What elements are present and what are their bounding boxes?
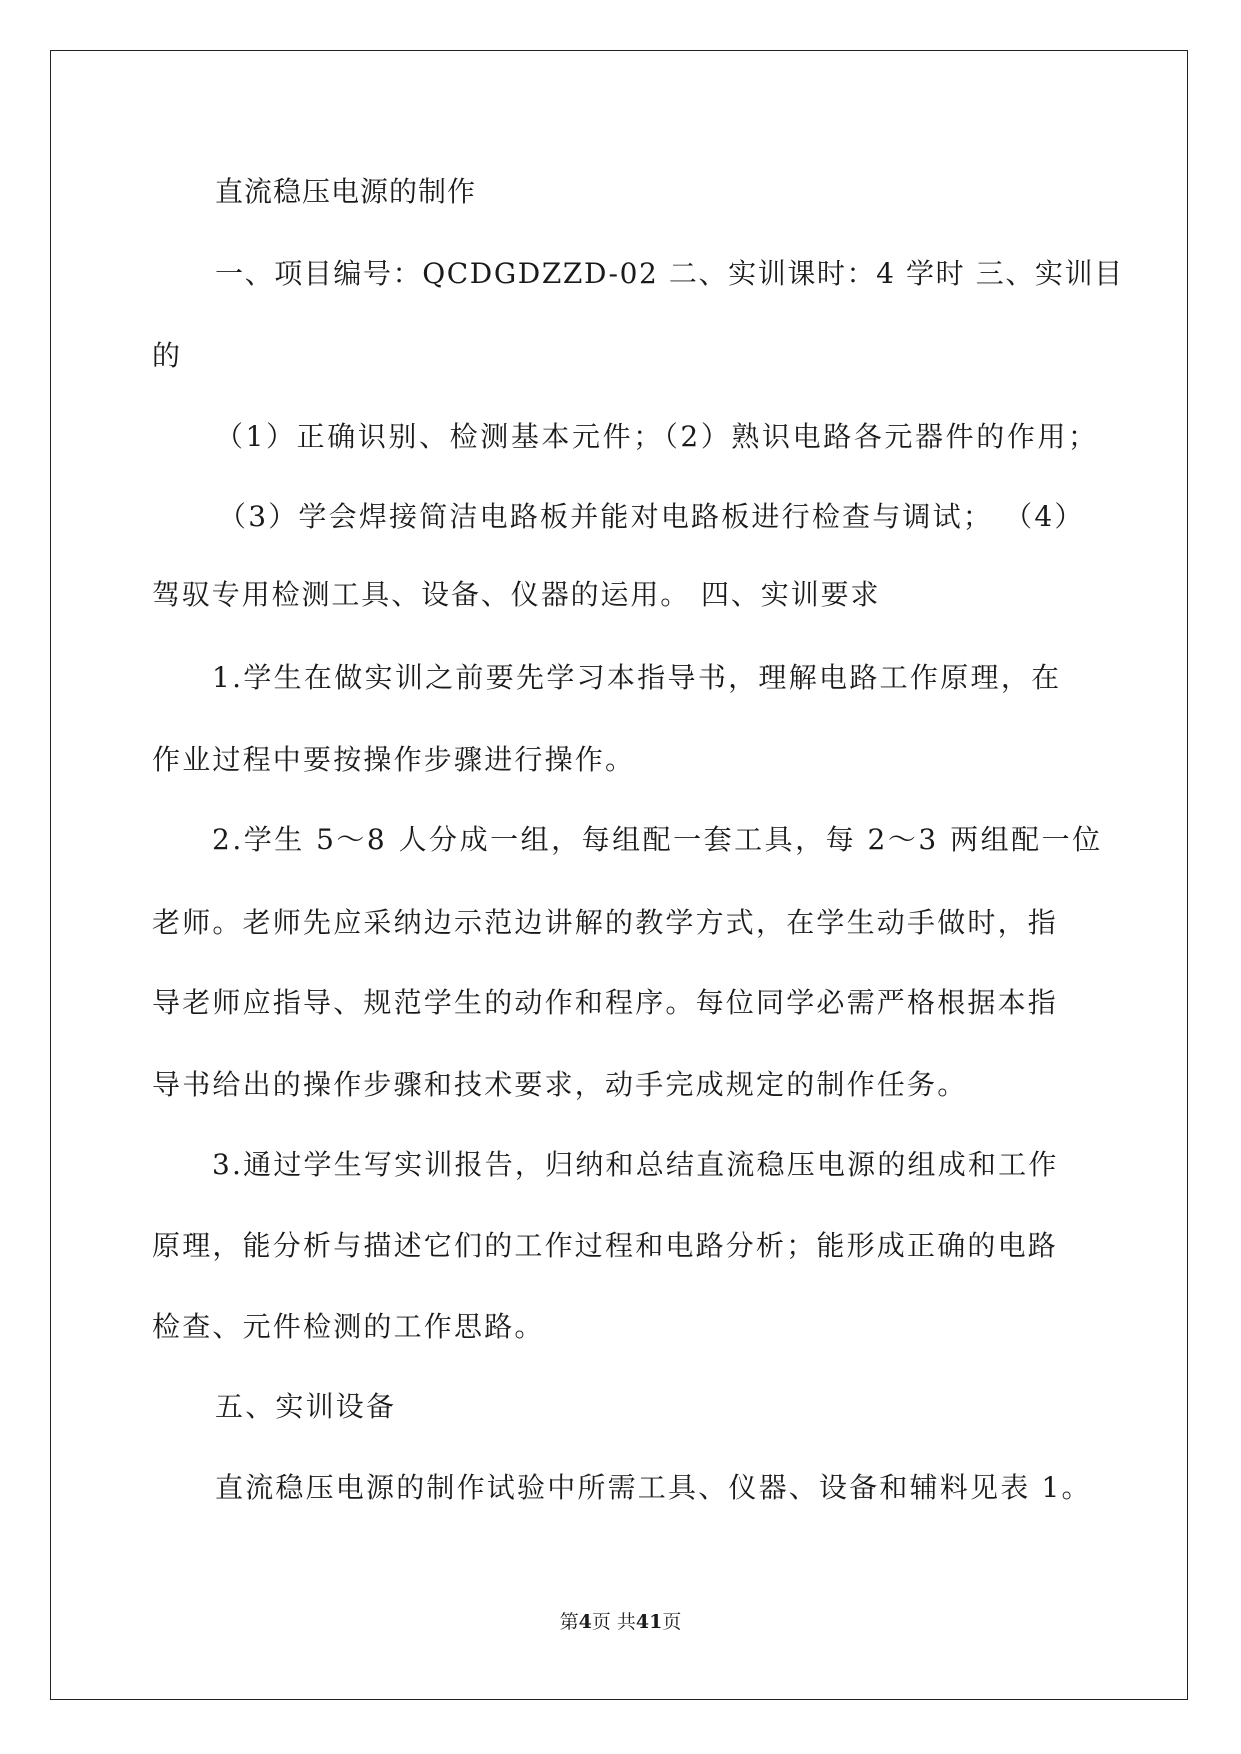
current-page-number: 4 [578,1611,592,1633]
paragraph-line: 3.通过学生写实训报告，归纳和总结直流稳压电源的组成和工作 [212,1148,1059,1181]
paragraph-line: 1.学生在做实训之前要先学习本指导书，理解电路工作原理，在 [212,661,1062,694]
paragraph-line: 导老师应指导、规范学生的动作和程序。每位同学必需严格根据本指 [152,986,1059,1019]
document-title: 直流稳压电源的制作 [215,175,477,208]
paragraph-line: 检查、元件检测的工作思路。 [152,1310,545,1343]
page-border [50,50,1188,1700]
paragraph-line: 一、项目编号：QCDGDZZD-02 二、实训课时：4 学时 三、实训目 [215,257,1124,290]
footer-suffix: 页 [662,1611,682,1633]
footer-prefix: 第 [559,1611,579,1633]
paragraph-line: 导书给出的操作步骤和技术要求，动手完成规定的制作任务。 [152,1068,968,1101]
paragraph-line: 的 [152,339,182,372]
page-footer [0,1610,1241,1634]
paragraph-line: 老师。老师先应采纳边示范边讲解的教学方式，在学生动手做时，指 [152,906,1059,939]
paragraph-line: 作业过程中要按操作步骤进行操作。 [152,743,636,776]
paragraph-line: 原理，能分析与描述它们的工作过程和电路分析；能形成正确的电路 [152,1229,1059,1262]
paragraph-line: 直流稳压电源的制作试验中所需工具、仪器、设备和辅料见表 1。 [215,1471,1092,1504]
section-heading: 五、实训设备 [215,1390,397,1423]
paragraph-line: （1）正确识别、检测基本元件；（2）熟识电路各元器件的作用； [215,420,1099,453]
paragraph-line: 驾驭专用检测工具、设备、仪器的运用。 四、实训要求 [152,578,881,611]
paragraph-line: 2.学生 5～8 人分成一组，每组配一套工具，每 2～3 两组配一位 [212,823,1103,856]
paragraph-line: （3）学会焊接简洁电路板并能对电路板进行检查与调试； （4） [218,500,1085,533]
footer-middle: 页 共 [591,1611,636,1633]
total-page-count: 41 [635,1611,663,1633]
